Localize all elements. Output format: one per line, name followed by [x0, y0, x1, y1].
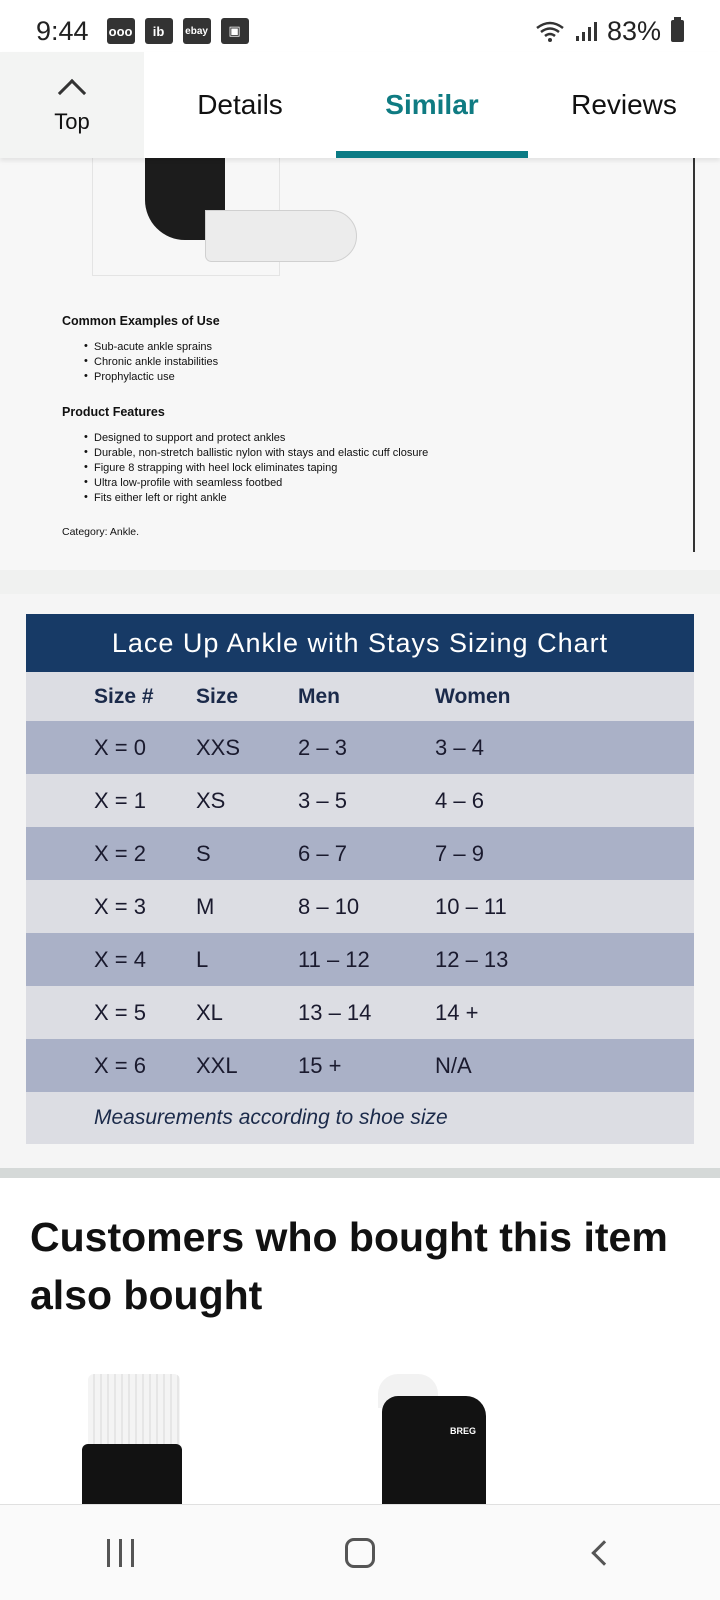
cell-women: 10 – 11: [435, 893, 507, 919]
cell-size: L: [196, 946, 209, 972]
wifi-icon: [535, 20, 565, 42]
list-item: • Fits either left or right ankle: [84, 491, 428, 506]
table-row: [26, 986, 694, 1039]
divider-line: [693, 158, 695, 552]
header-men: Men: [298, 684, 340, 708]
tab-similar[interactable]: Similar: [336, 52, 528, 158]
ib-app-icon: ib: [145, 18, 173, 44]
ankle-brace-photo: [92, 158, 280, 276]
home-icon: [345, 1538, 375, 1568]
features-heading: Product Features: [62, 405, 165, 419]
product-description-image: [0, 158, 720, 570]
status-left: [36, 16, 249, 47]
top-label: Top: [54, 109, 90, 134]
status-time: 9:44: [36, 15, 89, 46]
signal-icon: [575, 20, 597, 42]
features-list: [84, 431, 428, 506]
sizing-chart-title: Lace Up Ankle with Stays Sizing Chart: [26, 614, 694, 672]
battery-level: 83%: [606, 15, 661, 46]
cell-men: 3 – 5: [298, 787, 347, 813]
cell-size: XS: [196, 787, 226, 813]
cell-size-number: X = 4: [94, 946, 146, 972]
back-button[interactable]: [560, 1523, 640, 1583]
sizing-chart: [26, 614, 694, 1144]
cell-size: M: [196, 893, 215, 919]
header-size-number: Size #: [94, 684, 154, 708]
category-text: Category: Ankle.: [62, 526, 140, 538]
ebay-app-icon: ebay: [183, 18, 211, 44]
cell-women: 14 +: [435, 999, 479, 1025]
list-item: • Figure 8 strapping with heel lock eliminates taping: [84, 461, 428, 476]
cell-women: N/A: [435, 1052, 472, 1078]
recents-icon: [107, 1539, 134, 1567]
also-bought-title: Customers who bought this item also bought: [30, 1214, 668, 1318]
section-tab-bar: [0, 52, 720, 158]
table-row: [26, 933, 694, 986]
brand-logo: BREG: [450, 1426, 477, 1436]
list-item: • Prophylactic use: [84, 370, 428, 385]
cell-size-number: X = 0: [94, 734, 146, 760]
cell-women: 3 – 4: [435, 734, 484, 760]
table-row: [26, 827, 694, 880]
product-thumbnail[interactable]: [78, 1374, 198, 1504]
brace-shape: [382, 1396, 486, 1504]
tab-details[interactable]: Details: [197, 89, 283, 120]
cell-size-number: X = 1: [94, 787, 146, 813]
table-row: [26, 1039, 694, 1092]
cell-men: 2 – 3: [298, 734, 347, 760]
gallery-icon: ▣: [221, 18, 249, 44]
list-item: • Designed to support and protect ankles: [84, 431, 428, 446]
cell-men: 6 – 7: [298, 840, 347, 866]
cell-men: 13 – 14: [298, 999, 372, 1025]
battery-icon: [671, 20, 684, 42]
cell-size-number: X = 5: [94, 999, 146, 1025]
cell-size-number: X = 6: [94, 1052, 146, 1078]
list-item: • Chronic ankle instabilities: [84, 355, 428, 370]
uses-list: [84, 340, 428, 385]
product-thumbnail[interactable]: [372, 1374, 492, 1504]
sizing-chart-header: [26, 672, 694, 721]
cell-women: 4 – 6: [435, 787, 484, 813]
sizing-chart-footnote: Measurements according to shoe size: [26, 1092, 694, 1144]
cell-women: 12 – 13: [435, 946, 509, 972]
description-text: [62, 314, 428, 538]
brace-shape: [82, 1444, 182, 1504]
list-item: • Sub-acute ankle sprains: [84, 340, 428, 355]
voicemail-icon: ooo: [107, 18, 135, 44]
back-icon: [591, 1540, 616, 1565]
cell-size: XL: [196, 999, 223, 1025]
cell-size: XXS: [196, 734, 241, 760]
cell-women: 7 – 9: [435, 840, 484, 866]
home-button[interactable]: [320, 1523, 400, 1583]
table-row: [26, 880, 694, 933]
table-row: [26, 774, 694, 827]
system-nav-bar: [0, 1504, 720, 1600]
cell-size: S: [196, 840, 211, 866]
table-row: [26, 721, 694, 774]
header-women: Women: [435, 684, 511, 708]
cell-men: 8 – 10: [298, 893, 360, 919]
header-size: Size: [196, 684, 239, 708]
status-right: [535, 16, 684, 47]
cell-size-number: X = 2: [94, 840, 146, 866]
list-item: • Durable, non-stretch ballistic nylon with stays and elastic cuff closure: [84, 446, 428, 461]
cell-men: 15 +: [298, 1052, 342, 1078]
section-separator: [0, 1168, 720, 1178]
tab-reviews[interactable]: Reviews: [571, 89, 677, 120]
cell-size-number: X = 3: [94, 893, 146, 919]
list-item: • Ultra low-profile with seamless footbed: [84, 476, 428, 491]
chevron-up-icon: [58, 79, 86, 107]
recents-button[interactable]: [80, 1523, 160, 1583]
also-bought-section: [0, 1178, 720, 1504]
cell-men: 11 – 12: [298, 946, 370, 972]
scroll-to-top-button[interactable]: [0, 52, 144, 158]
cell-size: XXL: [196, 1052, 238, 1078]
sock-shape: [205, 210, 357, 262]
uses-heading: Common Examples of Use: [62, 314, 220, 328]
sizing-chart-image: [0, 594, 720, 1174]
section-separator: [0, 570, 720, 594]
